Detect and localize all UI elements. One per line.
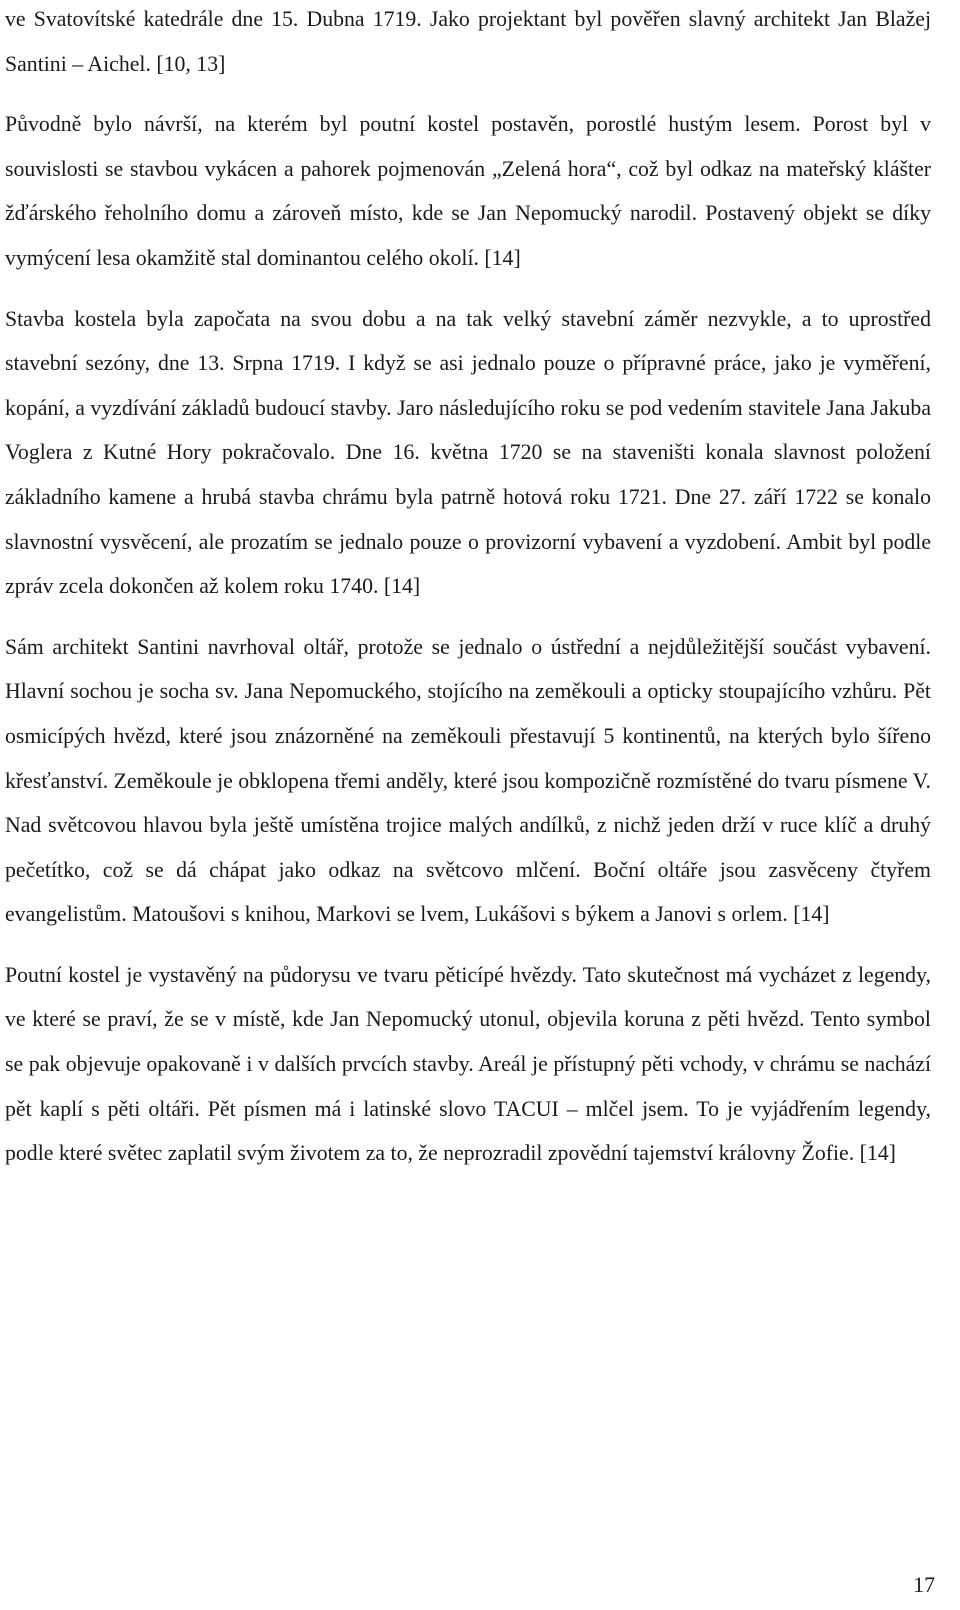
paragraph-5: Poutní kostel je vystavěný na půdorysu ve tvaru pěticípé hvězdy. Tato skutečnost má vycházet z legendy, ve které se praví, že se v místě, kde Jan Nepomucký utonul, objevila koruna z pěti hvězd. Tento symbol se pak objevuje opakovaně i v dalších prvcích stavby. Areál je přístupný pěti vchody, v chrámu se nachází pět kaplí s pěti oltáři. Pět písmen má i latinské slovo TACUI – mlčel jsem. To je vyjádřením legendy, podle které světec zaplatil svým životem za to, že neprozradil zpovědní tajemství královny Žofie. [14] <box>5 962 931 1166</box>
paragraph-2: Původně bylo návrší, na kterém byl poutní kostel postavěn, porostlé hustým lesem. Porost byl v souvislosti se stavbou vykácen a pahorek pojmenován „Zelená hora“, což byl odkaz na mateřský klášter žďárského řeholního domu a zároveň místo, kde se Jan Nepomucký narodil. Postavený objekt se díky vymýcení lesa okamžitě stal dominantou celého okolí. [14] <box>5 112 931 270</box>
paragraph-1: ve Svatovítské katedrále dne 15. Dubna 1719. Jako projektant byl pověřen slavný architekt Jan Blažej Santini – Aichel. [10, 13] <box>5 7 931 76</box>
document-page <box>5 0 931 1176</box>
paragraph-4: Sám architekt Santini navrhoval oltář, protože se jednalo o ústřední a nejdůležitější součást vybavení. Hlavní sochou je socha sv. Jana Nepomuckého, stojícího na zeměkouli a opticky stoupajícího vzhůru. Pět osmicípých hvězd, které jsou znázorněné na zeměkouli přestavují 5 kontinentů, na kterých bylo šířeno křesťanství. Zeměkoule je obklopena třemi anděly, které jsou kompozičně rozmístěné do tvaru písmene V. Nad světcovou hlavou byla ještě umístěna trojice malých andílků, z nichž jeden drží v ruce klíč a druhý pečetítko, což se dá chápat jako odkaz na světcovo mlčení. Boční oltáře jsou zasvěceny čtyřem evangelistům. Matoušovi s knihou, Markovi se lvem, Lukášovi s býkem a Janovi s orlem. [14] <box>5 634 931 927</box>
page-number: 17 <box>913 1573 935 1597</box>
paragraph-3: Stavba kostela byla započata na svou dobu a na tak velký stavební záměr nezvykle, a to uprostřed stavební sezóny, dne 13. Srpna 1719. I když se asi jednalo pouze o přípravné práce, jako je vyměření, kopání, a vyzdívání základů budoucí stavby. Jaro následujícího roku se pod vedením stavitele Jana Jakuba Voglera z Kutné Hory pokračovalo. Dne 16. května 1720 se na staveništi konala slavnost položení základního kamene a hrubá stavba chrámu byla patrně hotová roku 1721. Dne 27. září 1722 se konalo slavnostní vysvěcení, ale prozatím se jednalo pouze o provizorní vybavení a vyzdobení. Ambit byl podle zpráv zcela dokončen až kolem roku 1740. [14] <box>5 306 931 599</box>
